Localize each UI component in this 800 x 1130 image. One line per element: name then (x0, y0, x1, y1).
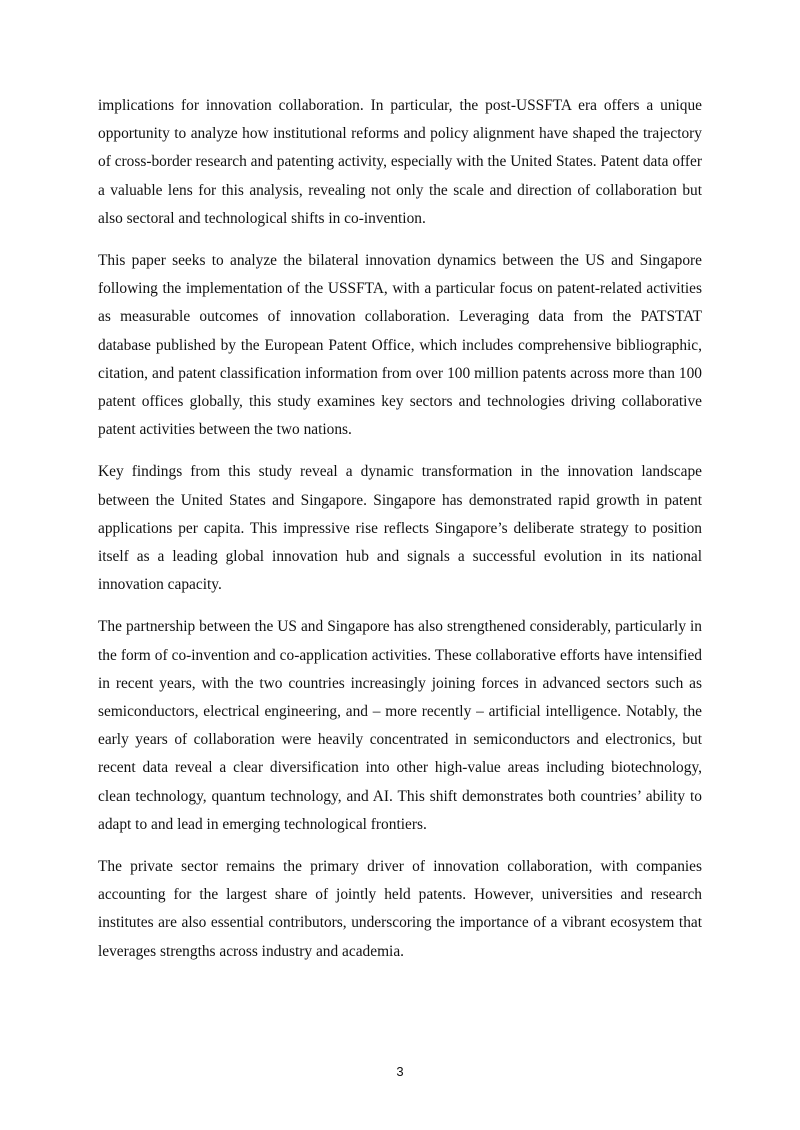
page-number: 3 (396, 1064, 404, 1079)
paragraph-innovation-implications: implications for innovation collaboration. In particular, the post-USSFTA era offers a unique opportunity to analyze how institutional reforms and policy alignment have shaped the trajectory of cross-border research and patenting activity, especially with the United States. Patent data offer a valuable lens for this analysis, revealing not only the scale and direction of collaboration but also sectoral and technological shifts in co-invention. (98, 97, 702, 227)
paragraph-key-findings: Key findings from this study reveal a dynamic transformation in the innovation landscape between the United States and Singapore. Singapore has demonstrated rapid growth in patent applications per capita. This impressive rise reflects Singapore’s deliberate strategy to position itself as a leading global innovation hub and signals a successful evolution in its national innovation capacity. (98, 463, 702, 594)
body-text (98, 92, 702, 980)
paragraph-partnership: The partnership between the US and Singapore has also strengthened considerably, particularly in the form of co-invention and co-application activities. These collaborative efforts have intensified in recent years, with the two countries increasingly joining forces in advanced sectors such as semiconductors, electrical engineering, and – more recently – artificial intelligence. Notably, the early years of collaboration were heavily concentrated in semiconductors and electronics, but recent data reveal a clear diversification into other high-value areas including biotechnology, clean technology, quantum technology, and AI. This shift demonstrates both countries’ ability to adapt to and lead in emerging technological frontiers. (98, 618, 702, 833)
paragraph-private-sector: The private sector remains the primary driver of innovation collaboration, with companies accounting for the largest share of jointly held patents. However, universities and research institutes are also essential contributors, underscoring the importance of a vibrant ecosystem that leverages strengths across industry and academia. (98, 858, 702, 960)
paragraph-paper-aim: This paper seeks to analyze the bilateral innovation dynamics between the US and Singapore following the implementation of the USSFTA, with a particular focus on patent-related activities as measurable outcomes of innovation collaboration. Leveraging data from the PATSTAT database published by the European Patent Office, which includes comprehensive bibliographic, citation, and patent classification information from over 100 million patents across more than 100 patent offices globally, this study examines key sectors and technologies driving collaborative patent activities between the two nations. (98, 252, 702, 439)
